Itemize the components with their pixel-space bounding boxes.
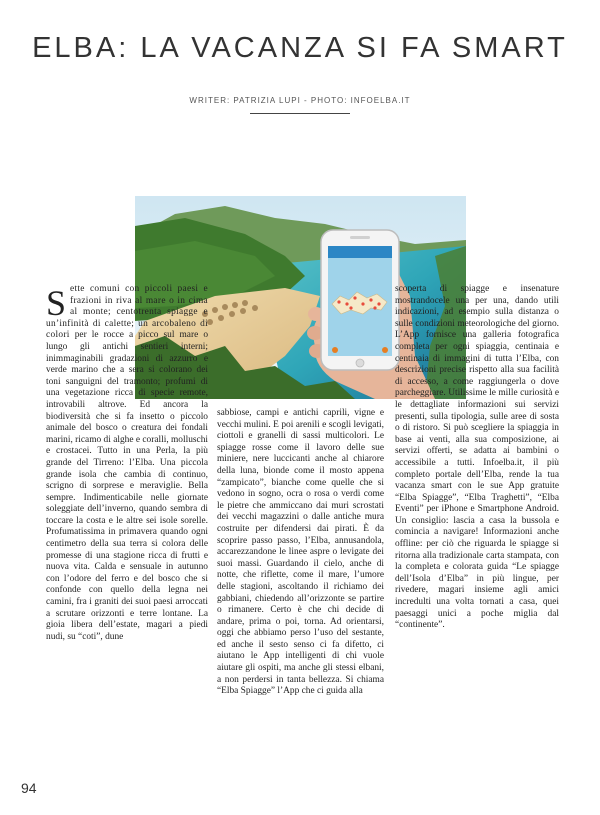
column-1-body: per le rocce a picco sul mare o lungo gli antichi sentieri interni; inimmaginabili gradazioni di azzurro e verde marino che a sera si colorano dei toni sanguigni del tramonto; profumi di una vegetazione ricca di specie remote, introvabili altrove. Ed ancora la biodiversità che si fa insetto o piccolo animale del bosco o creatura dei fondali marini, ricamo di alghe e coralli, molluschi e crostacei. Tutto in una Perla, la più grande del Tirreno: l’Elba. Una piccola grande isola che cambia di continuo, scrigno di sorprese e meraviglie. Bella sempre. Indimenticabile nelle giornate soleggiate dell’inverno, quando sembra di toccare la costa e le altre sei isole sorelle. Profumatissima in primavera quando ogni centimetro della sua terra si colora delle promesse di una stagione ricca di frutti e nuova vita. Calda e sensuale in autunno con l’odore del ferro e del bosco che si confonde con quello della legna nei camini, fra i graniti dei suoi paesi arroccati a scrutare orizzonti e terre lontane. La gioia libera dell’estate, magari a piedi nudi, su “coti”, dune [46,330,208,642]
column-2 [217,408,384,786]
column-3-text: scoperta di spiagge e insenature mostrandocele una per una, dando utili indicazioni, ad esempio sulla distanza o sulle condizioni meteorologiche del giorno. L’App fornisce una galleria fotografica completa per ogni spiaggia, centinaia e centinaia di immagini di tutta l’Elba, con descrizioni precise rispetto alla sua facilità di accesso, a come raggiungerla o dove parcheggiare. Utilissime le mille curiosità e le dettagliate informazioni sui servizi presenti, sulla tipologia, sulle aree di sosta o di ristoro. Si può scegliere la spiaggia in base ai venti, alla sua composizione, ai servizi offerti, se adatta ai bambini o accessibile a tutti. Infoelba.it, il più completo portale dell’Elba, rende la tua vacanza smart con le sue App gratuite “Elba Spiagge”, “Elba Traghetti”, “Elba Eventi” per iPhone e Smartphone Android. Un consiglio: lascia a casa la bussola e comincia a navigare! Informazioni anche offline: per ciò che riguarda le spiagge si ritorna alla tradizionale carta stampata, con la completa e colorata guida “Le spiagge dell’Isola d’Elba” in più lingue, per rivedere, magari insieme agli amici incredulti una volta tornati a casa, quei paesaggi unici a poche miglia dal “continente”. [395,284,559,631]
article-title: ELBA: LA VACANZA SI FA SMART [32,32,568,64]
column-1 [46,284,208,786]
column-2-text: sabbiose, campi e antichi caprili, vigne e vecchi mulini. E poi arenili e scogli levigati, ciottoli e granelli di sassi multicolori. Le spiagge rosse come il lavoro delle sue miniere, nere luccicanti anche al chiarore della luna, bionde come il mosto appena “zampicato”, bianche come quelle che si vedono in sogno, ocra o rosa o verdi come le pietre che ammiccano dai muri scrostati dei vecchi magazzini o dalle antiche mura costruite per difendersi dai pirati. È da scoprire passo passo, l’Elba, annusandola, accarezzandone le linee aspre o levigate dei suoi massi. Guardando il cielo, anche di notte, che riflette, come il mare, l’umore delle stagioni, ascoltando il richiamo dei gabbiani, chiedendo all’orizzonte se partire o rimanere. Certo è che chi decide di andare, prima o poi, torna. Ad orientarsi, oggi che abbiamo perso l’uso del sestante, ed anche il sesto senso ci fa difetto, ci aiutano le App intelligenti di chi vuole aiutare gli ospiti, ma anche gli stessi elbani, a non perdersi in tanta bellezza. Si chiama “Elba Spiagge” l’App che ci guida alla [217,408,384,697]
drop-cap: S [46,284,67,323]
column-1-lead: ette comuni con piccoli paesi e frazioni in riva al mare o in cima al monte; centotrenta spiagge e un’infinità di calette; un arcobaleno di colori [46,284,208,341]
smartphone-icon [321,230,399,370]
column-3 [395,284,559,786]
byline: WRITER: PATRIZIA LUPI - PHOTO: INFOELBA.IT [189,96,411,105]
page-number: 94 [21,780,37,796]
byline-divider [250,113,350,114]
